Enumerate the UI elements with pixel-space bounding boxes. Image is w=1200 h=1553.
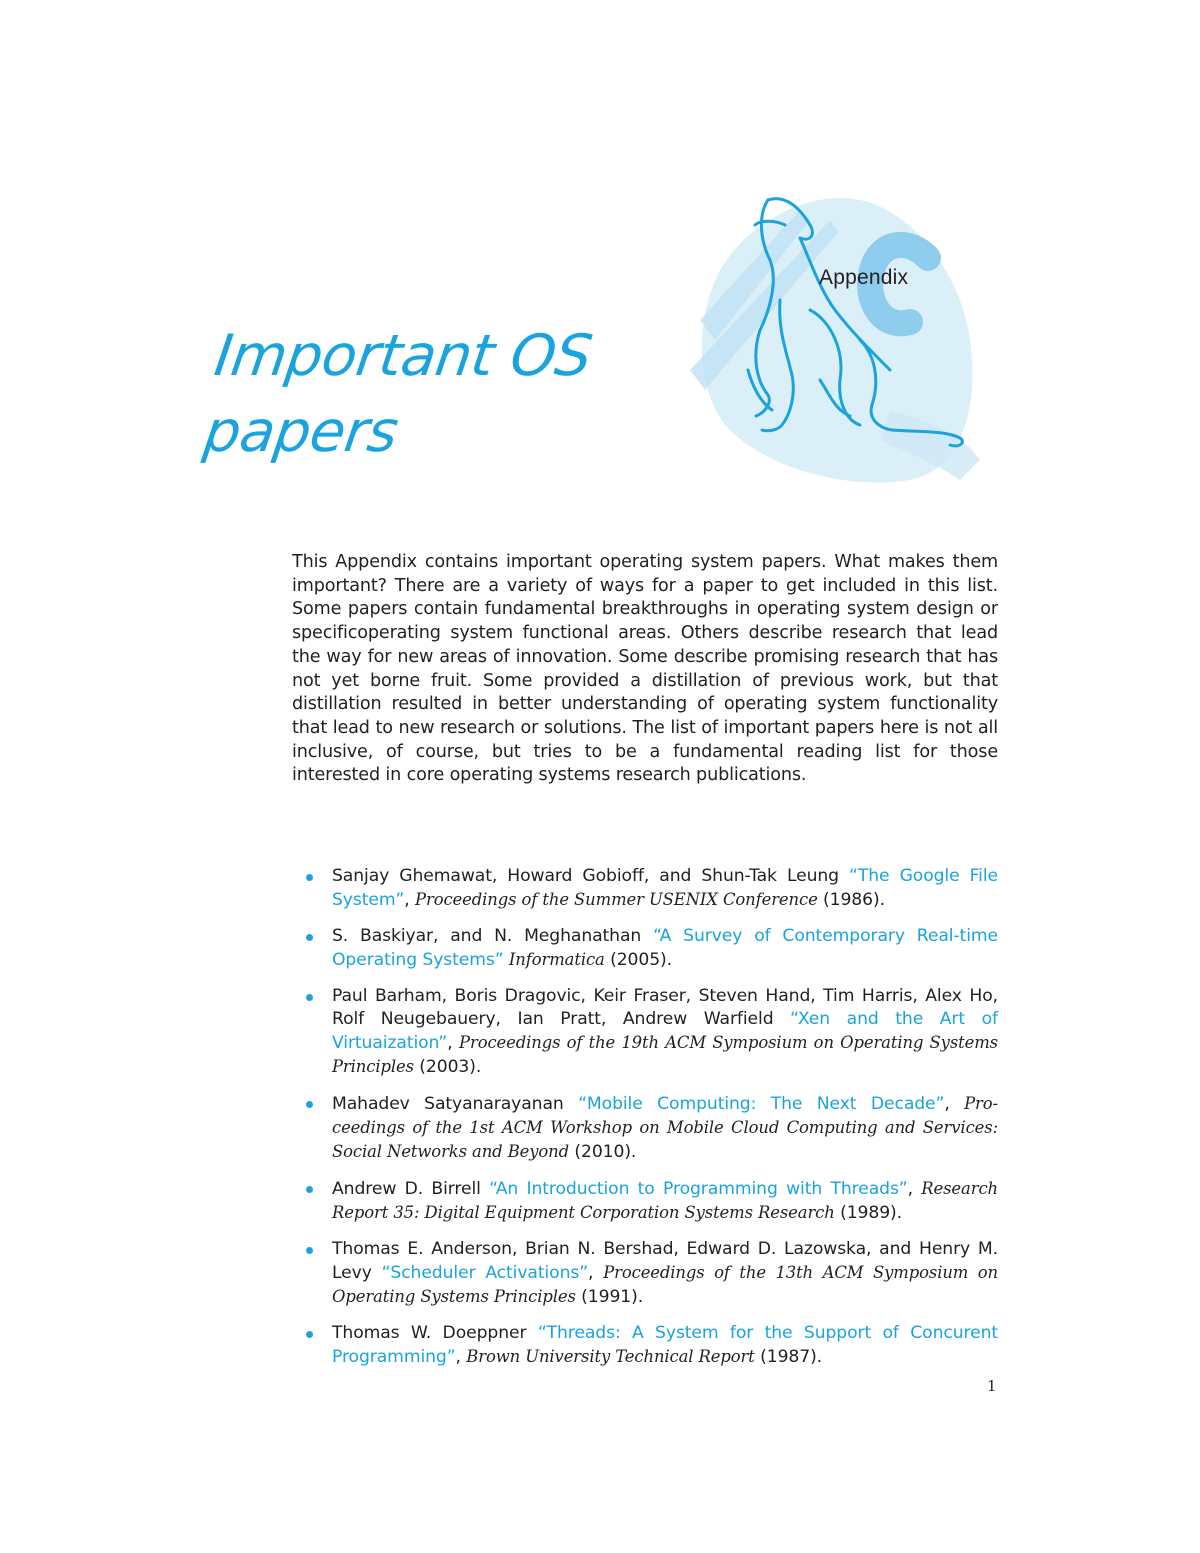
paper-title-link[interactable]: “Xen and the Art of Virtuaization” — [332, 1009, 998, 1053]
paper-authors: Mahadev Satyanarayanan — [332, 1094, 579, 1114]
paper-venue: Research Report 35: Digital Equipment Corporation Systems Research — [332, 1179, 998, 1222]
bullet-icon — [306, 874, 313, 881]
paper-year: (1986). — [817, 890, 885, 910]
bullet-icon — [306, 1331, 313, 1338]
separator: , — [455, 1347, 467, 1367]
paper-title-link[interactable]: “Mobile Computing: The Next Decade” — [578, 1094, 945, 1114]
paper-title-link[interactable]: “The Google File System” — [332, 866, 998, 910]
paper-year: (2005). — [604, 950, 672, 970]
intro-paragraph: This Appendix contains important operating system papers. What makes them important? There are a variety of ways for a paper to get included in this list. Some papers contain fundamental breakthroughs in operating system design or specificoperating system functional areas. Others describe research that lead the way for new areas of innovation. Some describe promising research that has not yet borne fruit. Some provided a distillation of previous work, but that distillation resulted in better understanding of operating system functionality that lead to new research or solutions. The list of important papers here is not all inclusive, of course, but tries to be a fundamental reading list for those interested in core operating systems research publications. — [292, 552, 998, 786]
paper-title-link[interactable]: “An Introduction to Programming with Threads” — [489, 1179, 908, 1199]
paper-venue: Informatica — [508, 950, 605, 969]
paper-venue: Proceedings of the 13th ACM Symposium on Operating Systems Principles — [332, 1263, 998, 1306]
bullet-icon — [306, 1101, 313, 1108]
paper-authors: Thomas E. Anderson, Brian N. Bershad, Edward D. Lazowska, and Henry M. Levy — [332, 1239, 998, 1283]
separator: , — [944, 1094, 965, 1114]
paper-title-link[interactable]: “A Survey of Contemporary Real-time Operating Systems” — [332, 926, 998, 970]
bullet-icon — [306, 1186, 313, 1193]
separator: , — [588, 1263, 604, 1283]
chapter-title — [199, 318, 680, 470]
paper-venue: Proceedings of the 19th ACM Symposium on Operating Systems Principles — [332, 1033, 998, 1076]
chapter-title-line-2: papers — [200, 399, 402, 465]
separator: , — [404, 890, 416, 910]
list-item — [303, 1177, 998, 1225]
paper-year: (2010). — [569, 1142, 637, 1162]
dinosaur-illustration — [660, 180, 990, 490]
paper-title-link[interactable]: “Scheduler Activations” — [381, 1263, 589, 1283]
separator: , — [447, 1033, 460, 1053]
list-item — [303, 1092, 998, 1164]
paper-authors: Andrew D. Birrell — [332, 1179, 490, 1199]
bullet-icon — [306, 1247, 313, 1254]
list-item — [303, 1322, 998, 1369]
bullet-icon — [306, 994, 313, 1001]
bullet-icon — [306, 934, 313, 941]
paper-authors: Sanjay Ghemawat, Howard Gobioff, and Shun-Tak Leung — [332, 866, 850, 886]
paper-authors: S. Baskiyar, and N. Meghanathan — [332, 926, 654, 946]
list-item — [303, 865, 998, 912]
list-item — [303, 925, 998, 972]
paper-authors: Thomas W. Doeppner — [332, 1323, 538, 1343]
list-item — [303, 985, 998, 1079]
chapter-title-line-1: Important OS — [210, 323, 596, 389]
paper-year: (2003). — [413, 1057, 482, 1077]
paper-authors: Paul Barham, Boris Dragovic, Keir Fraser, Steven Hand, Tim Harris, Alex Ho, Rolf Neugebauery, Ian Pratt, Andrew Warfield — [332, 986, 998, 1029]
appendix-label: Appendix — [819, 266, 909, 289]
paper-venue: Pro-ceedings of the 1st ACM Workshop on Mobile Cloud Computing and Services: Social Networks and Beyond — [332, 1094, 998, 1161]
list-item — [303, 1238, 998, 1309]
separator: , — [907, 1179, 922, 1199]
page-number: 1 — [987, 1377, 997, 1395]
paper-year: (1989). — [834, 1203, 902, 1223]
paper-year: (1991). — [575, 1287, 644, 1307]
papers-list — [303, 865, 998, 1382]
paper-title-link[interactable]: “Threads: A System for the Support of Concurent Programming” — [332, 1323, 998, 1367]
paper-year: (1987). — [754, 1347, 823, 1367]
paper-venue: Brown University Technical Report — [466, 1347, 755, 1366]
paper-venue: Proceedings of the Summer USENIX Conference — [415, 890, 818, 909]
